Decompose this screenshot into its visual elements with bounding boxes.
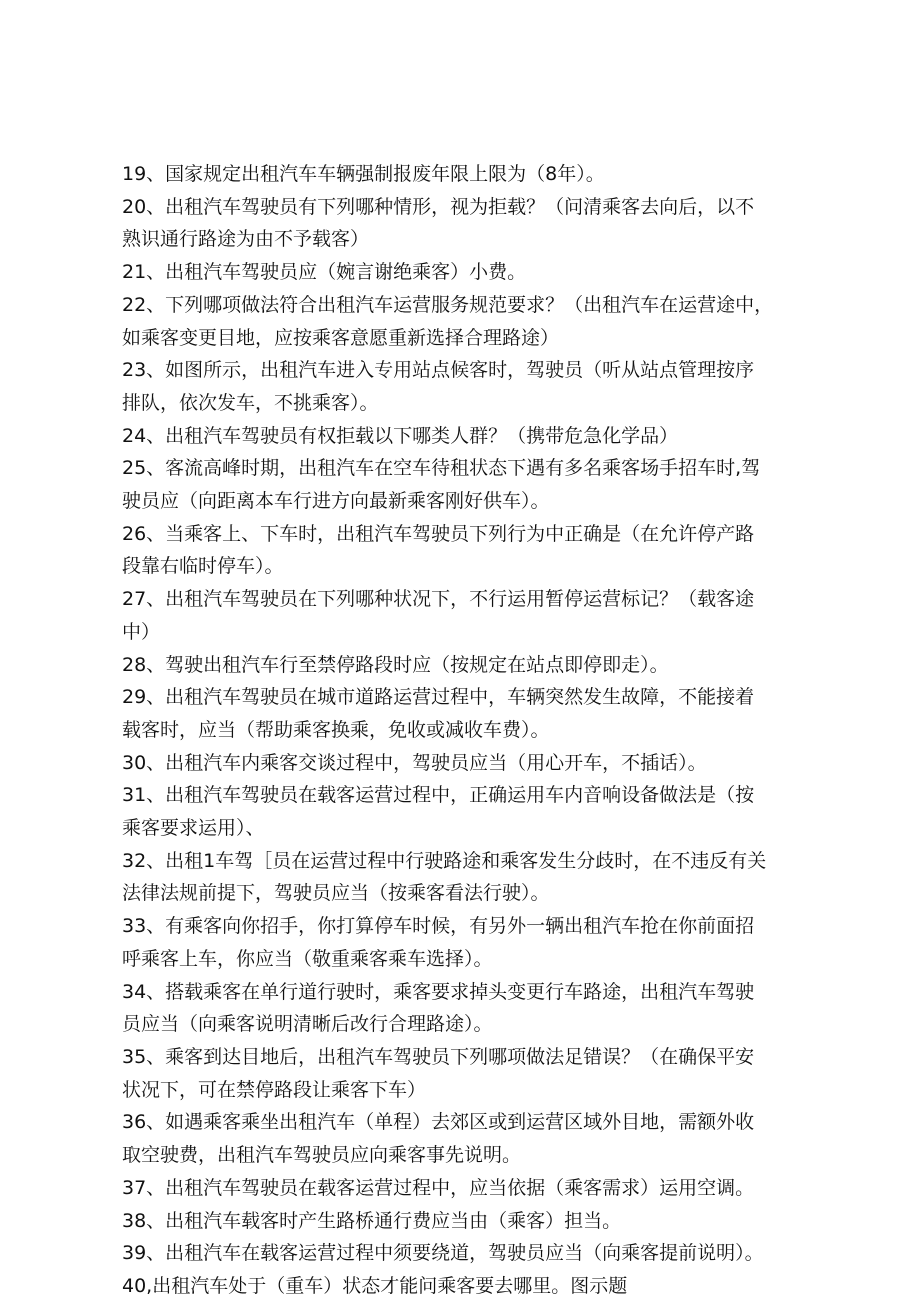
question-item-32: 32、出租1车驾［员在运营过程中行驶路途和乘客发生分歧时，在不违反有关 法律法规前提下，驾驶员应当（按乘客看法行驶）。 [122,849,767,905]
question-item-40: 40,出租汽车处于（重车）状态才能问乘客要去哪里。图示题 [122,1274,628,1297]
question-list [122,158,802,1303]
question-item-35: 35、乘客到达目地后，出租汽车驾驶员下列哪项做法足错误？（在确保平安 状况下，可在禁停路段让乘客下车） [122,1045,755,1101]
question-item-36: 36、如遇乘客乘坐出租汽车（单程）去郊区或到运营区域外目地，需额外收 取空驶费，出租汽车驾驶员应向乘客事先说明。 [122,1111,755,1167]
question-item-28: 28、驾驶出租汽车行至禁停路段时应（按规定在站点即停即走）。 [122,653,669,676]
question-item-25: 25、客流高峰时期，出租汽车在空车待租状态下遇有多名乘客场手招车时,驾 驶员应（向距离本车行进方向最新乘客刚好供车）。 [122,457,761,513]
question-item-31: 31、出租汽车驾驶员在载客运营过程中，正确运用车内音响设备做法是（按 乘客要求运用）、 [122,784,755,840]
question-item-23: 23、如图所示，出租汽车进入专用站点候客时，驾驶员（听从站点管理按序 排队，依次发车，不挑乘客）。 [122,359,755,414]
question-item-39: 39、出租汽车在载客运营过程中须要绕道，驾驶员应当（向乘客提前说明）。 [122,1242,764,1265]
question-item-34: 34、搭载乘客在单行道行驶时，乘客要求掉头变更行车路途，出租汽车驾驶 员应当（向乘客说明清晰后改行合理路途）。 [122,980,755,1036]
question-item-38: 38、出租汽车载客时产生路桥通行费应当由（乘客）担当。 [122,1209,622,1232]
question-item-24: 24、出租汽车驾驶员有权拒载以下哪类人群？（携带危急化学品） [122,424,679,447]
question-item-29: 29、出租汽车驾驶员在城市道路运营过程中，车辆突然发生故障，不能接着 载客时，应当（帮助乘客换乘，免收或减收车费）。 [122,686,755,741]
question-item-20: 20、出租汽车驾驶员有下列哪种情形，视为拒载？（问清乘客去向后，以不 熟识通行路途为由不予载客） [122,195,755,251]
question-item-26: 26、当乘客上、下车时，出租汽车驾驶员下列行为中正确是（在允许停产路 段靠右临时停车）。 [122,522,755,578]
question-item-27: 27、出租汽车驾驶员在下列哪种状况下，不行运用暂停运营标记？（载客途 中） [122,588,755,643]
question-item-21: 21、出租汽车驾驶员应（婉言谢绝乘客）小费。 [122,261,527,284]
question-item-37: 37、出租汽车驾驶员在载客运营过程中，应当依据（乘客需求）运用空调。 [122,1176,755,1199]
question-item-33: 33、有乘客向你招手，你打算停车时候，有另外一辆出租汽车抢在你前面招 呼乘客上车，你应当（敬重乘客乘车选择）。 [122,915,755,970]
question-item-22: 22、下列哪项做法符合出租汽车运营服务规范要求？（出租汽车在运营途中， 如乘客变更目地，应按乘客意愿重新选择合理路途） [122,293,774,349]
question-item-30: 30、出租汽车内乘客交谈过程中，驾驶员应当（用心开车，不插话）。 [122,751,707,774]
question-item-19: 19、国家规定出租汽车车辆强制报废年限上限为（8年）。 [122,163,605,185]
